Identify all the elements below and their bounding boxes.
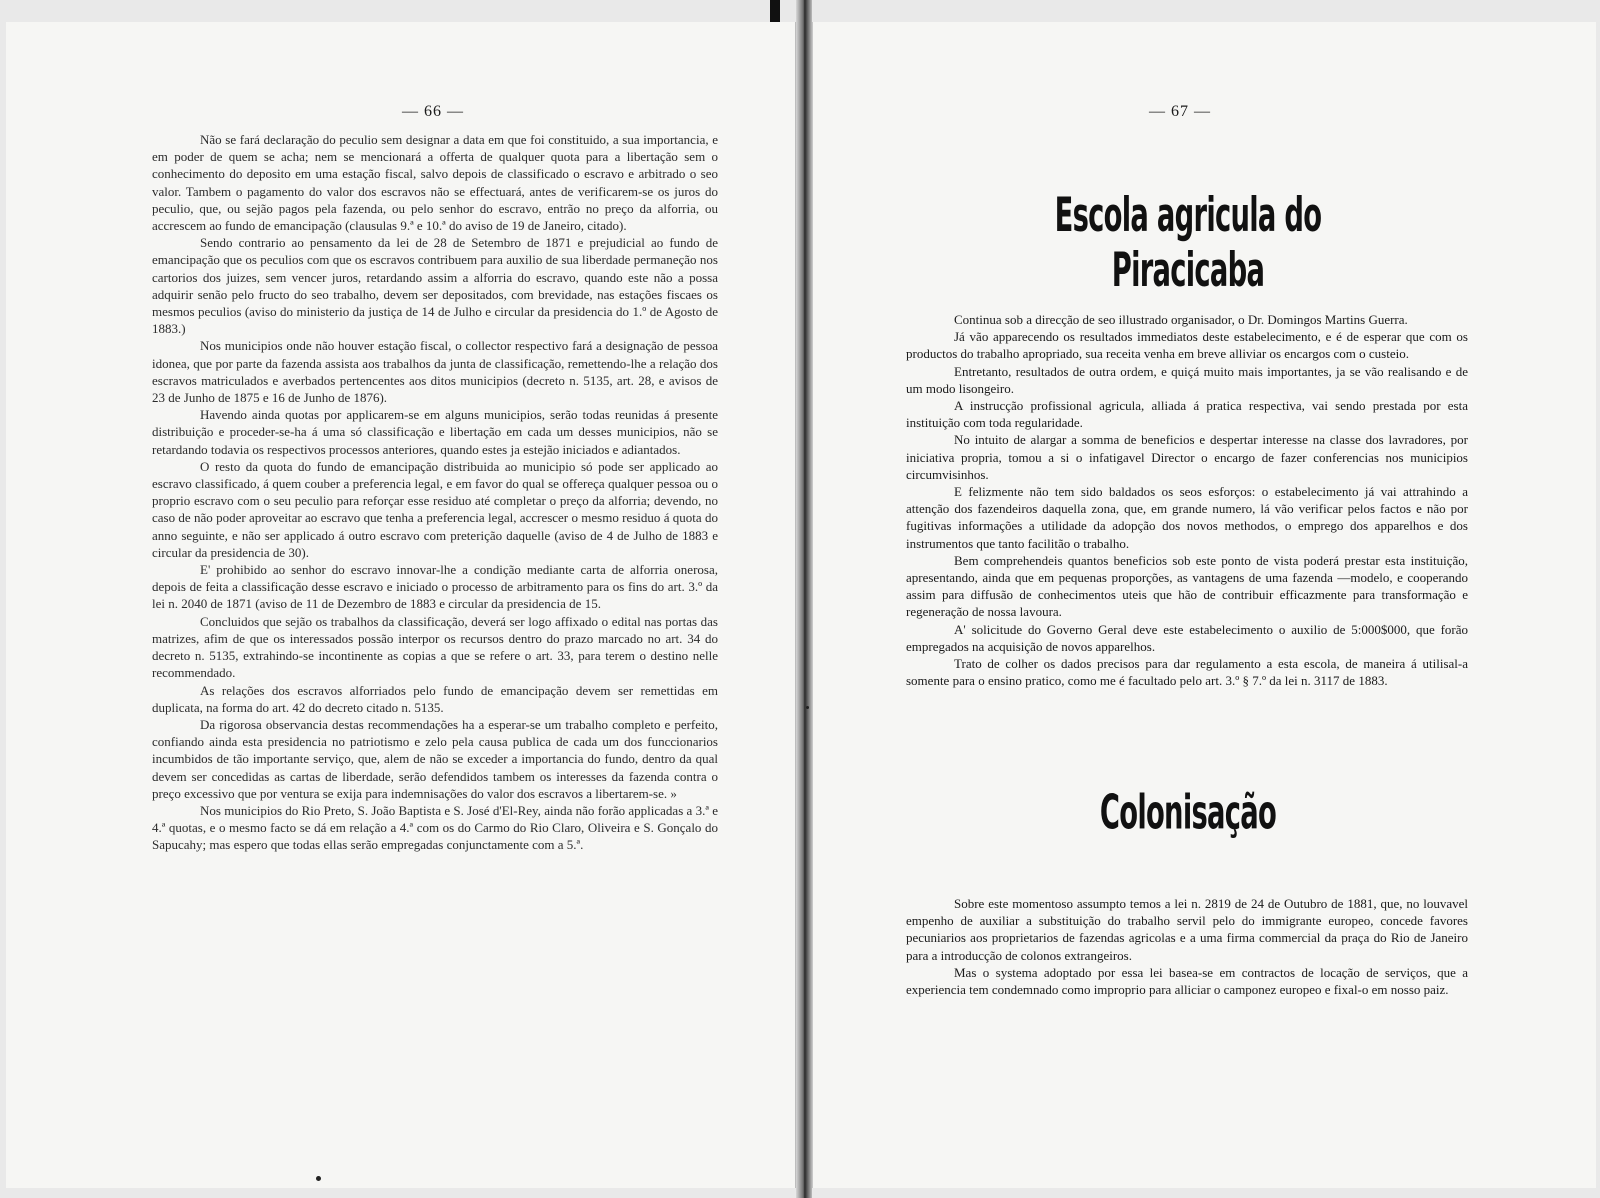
paragraph: Bem comprehendeis quantos beneficios sob este ponto de vista poderá prestar esta instituição, apresentando, ainda que em pequenas proporções, as vantagens de uma fazenda —modelo, e cooperando assim para diffusão de conhecimentos uteis que hão de contribuir efficazmente para transformação e regeneração de nossa lavoura. (906, 552, 1468, 620)
paragraph: O resto da quota do fundo de emancipação distribuida ao municipio só pode ser applicado ao escravo classificado, á quem couber a preferencia legal, e em favor do qual se offereça qualquer pessoa ou o proprio escravo com o seu peculio para reforçar esse residuo até completar o preço da alforria; devendo, no caso de não poder aproveitar ao escravo que tenha a preferencia legal, accrescer o mesmo residuo á quota do anno seguinte, e não ser applicado á outro escravo com preterição daquelle (aviso de 4 de Julho de 1883 e circular da presidencia de 30). (152, 458, 718, 560)
ink-speck (806, 706, 809, 709)
paragraph: A' solicitude do Governo Geral deve este estabelecimento o auxilio de 5:000$000, que forão empregados na acquisição de novos apparelhos. (906, 621, 1468, 654)
right-page-number: — 67 — (1149, 103, 1211, 120)
paragraph: Não se fará declaração do peculio sem designar a data em que foi constituido, a sua importancia, e em poder de quem se acha; nem se mencionará a offerta de qualquer quota para a libertação sem o conhecimento do deposito em uma estação fiscal, salvo depois de classificado o escravo e arbitrado o seo valor. Tambem o pagamento do valor dos escravos não se effectuará, antes de verificarem-se os juros do peculio, que, ou sejão pagos pela fazenda, ou pelo senhor do escravo, entrão no preço da alforria, ou accrescem ao fundo de emancipação (clausulas 9.ª e 10.ª do aviso de 19 de Janeiro, citado). (152, 132, 718, 234)
paragraph: Havendo ainda quotas por applicarem-se em alguns municipios, serão todas reunidas á presente distribuição e proceder-se-ha á uma só classificação e libertação em cada um desses municipios, não se retardando todavia os respectivos processos anteriores, quando estes ja estejão iniciados e adiantados. (152, 407, 718, 457)
paragraph: Sendo contrario ao pensamento da lei de 28 de Setembro de 1871 e prejudicial ao fundo de emancipação que os peculios com que os escravos contribuem para auxilio de sua liberdade permaneção nos cartorios dos juizes, sem vencer juros, retardando assim a alforria do escravo, quando este não a possa adquirir senão pelo fructo do seo trabalho, devem ser depositados, com brevidade, nas estações fiscaes os mesmos peculios (aviso do ministerio da justiça de 14 de Julho e circular da presidencia do 1.º de Agosto de 1883.) (152, 235, 718, 337)
paragraph: Sobre este momentoso assumpto temos a lei n. 2819 de 24 de Outubro de 1881, que, no louvavel empenho de auxiliar a substituição do trabalho servil pelo do immigrante europeo, concede favores pecuniarios aos proprietarios de fazendas agricolas e a uma firma commercial da praça do Rio de Janeiro para a introducção de colonos extrangeiros. (906, 896, 1468, 963)
paragraph: Concluidos que sejão os trabalhos da classificação, deverá ser logo affixado o edital nas portas das matrizes, afim de que os interessados possão interpor os recursos dentro do prazo marcado no art. 34 do decreto n. 5135, extrahindo-se incontinente as copias a que se refere o art. 33, para terem o destino nelle recommendado. (152, 613, 718, 681)
paragraph: Da rigorosa observancia destas recommendações ha a esperar-se um trabalho completo e perfeito, confiando ainda esta presidencia no patriotismo e zelo pela causa publica de cada um dos funccionarios incumbidos de tão importante serviço, que, alem de não se exceder a importancia do fundo, dentro da qual devem ser concedidas as cartas de liberdade, serão defendidos tambem os interesses da fazenda contra o preço excessivo que por ventura se exija para indemnisações do valor dos escravos a libertarem-se. » (152, 716, 718, 801)
colonisacao-section-text (906, 895, 1468, 998)
paragraph: Entretanto, resultados de outra ordem, e quiçá muito mais importantes, ja se vão realisando e de um modo lisongeiro. (906, 363, 1468, 396)
paragraph: Trato de colher os dados precisos para dar regulamento a esta escola, de maneira á utilisal-a somente para o ensino pratico, como me é facultado pelo art. 3.º § 7.º da lei n. 3117 de 1883. (906, 656, 1468, 689)
paragraph: Continua sob a direcção de seo illustrado organisador, o Dr. Domingos Martins Guerra. (954, 312, 1408, 327)
paragraph: E felizmente não tem sido baldados os seos esforços: o estabelecimento já vai attrahindo a attenção dos fazendeiros daquella zona, que, em grande numero, lá vão verificar pelos factos e não por fugitivas informações a utilidade da adopção dos novos methodos, o emprego dos apparelhos e dos instrumentos que tanto facilitão o trabalho. (906, 484, 1468, 551)
paragraph: Já vão apparecendo os resultados immediatos deste estabelecimento, e é de esperar que com os productos do trabalho apropriado, sua receita venha em breve alliviar os encargos com o custeio. (906, 329, 1468, 362)
left-page-number: — 66 — (402, 103, 464, 120)
paragraph: Mas o systema adoptado por essa lei basea-se em contractos de locação de serviços, que a experiencia tem condemnado como improprio para alliciar o camponez europeo e fixal-o em nosso paiz. (906, 964, 1468, 998)
paragraph: Nos municipios do Rio Preto, S. João Baptista e S. José d'El-Rey, ainda não forão applicadas a 3.ª e 4.ª quotas, e o mesmo facto se dá em relação a 4.ª com os do Carmo do Rio Claro, Oliveira e S. Gonçalo do Sapucahy; mas espero que todas ellas serão empregadas conjunctamente com a 5.ª. (152, 802, 718, 853)
section-title-escola: Escola agricula do Piracicaba (1054, 187, 1322, 297)
escola-section-text (906, 311, 1468, 689)
paragraph: No intuito de alargar a somma de beneficios e despertar interesse na classe dos lavradores, por iniciativa propria, tomou a si o infatigavel Director o encargo de fazer conferencias nos municipios circumvisinhos. (906, 432, 1468, 482)
paragraph: As relações dos escravos alforriados pelo fundo de emancipação devem ser remettidas em duplicata, na forma do art. 42 do decreto citado n. 5135. (152, 682, 718, 715)
paragraph: A instrucção profissional agricula, alliada á pratica respectiva, vai sendo prestada por esta instituição com toda regularidade. (906, 398, 1468, 431)
paragraph: Nos municipios onde não houver estação fiscal, o collector respectivo fará a designação de pessoa idonea, que por parte da fazenda assista aos trabalhos da junta de classificação, remettendo-lhe a relação dos escravos matriculados e averbados pertencentes aos ditos municipios (decreto n. 5135, art. 28, e avisos de 23 de Junho de 1875 e 16 de Junho de 1876). (152, 338, 718, 406)
book-gutter (796, 0, 812, 1198)
paragraph: E' prohibido ao senhor do escravo innovar-lhe a condição mediante carta de alforria onerosa, depois de feita a classificação desse escravo e iniciado o processo de arbitramento para os fins do art. 3.º da lei n. 2040 de 1871 (aviso de 11 de Dezembro de 1883 e circular da presidencia de 15. (152, 562, 718, 612)
ink-speck (316, 1176, 321, 1181)
left-page-text (152, 131, 718, 854)
section-title-colonisacao: Colonisação (1099, 784, 1277, 840)
